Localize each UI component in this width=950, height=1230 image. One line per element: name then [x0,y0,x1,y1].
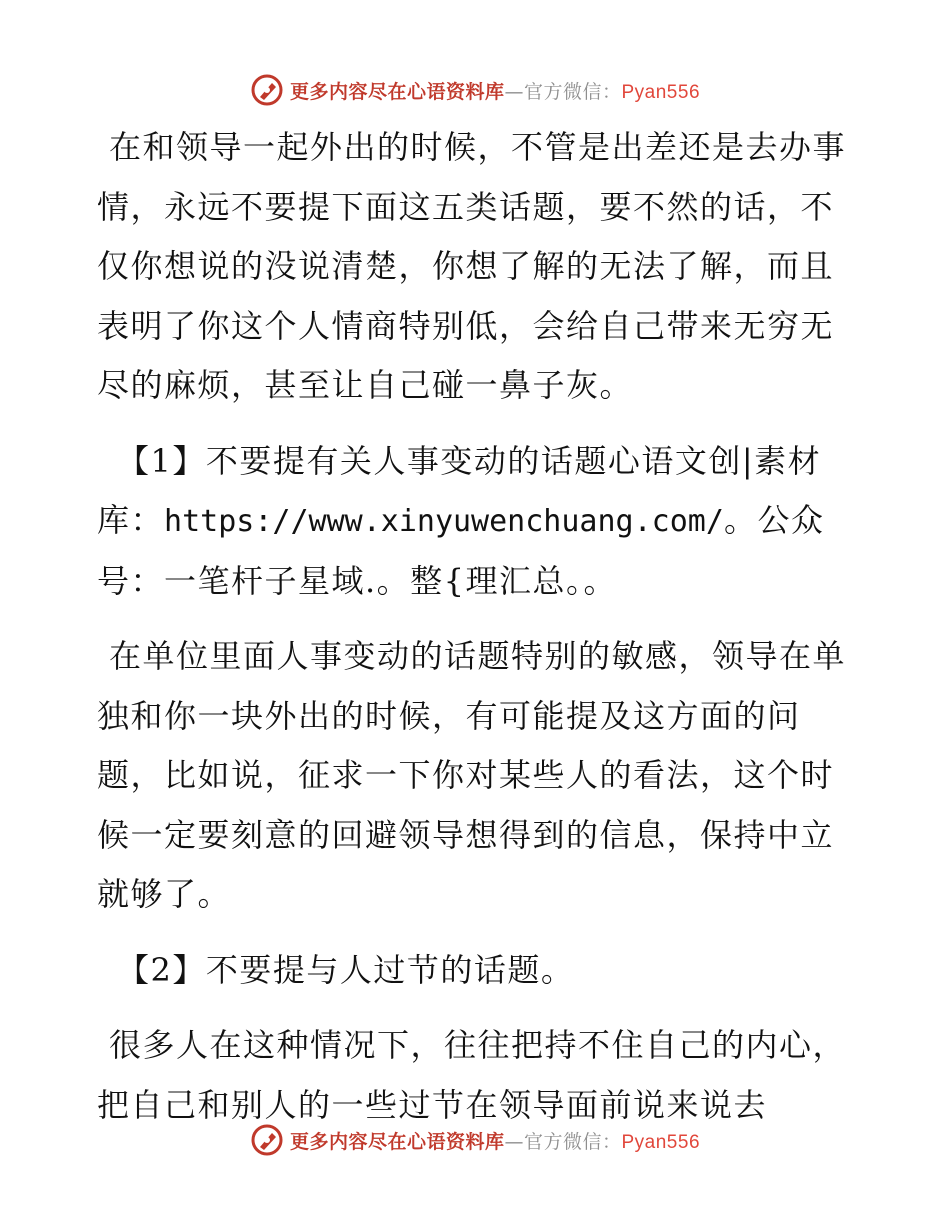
watermark-main: 更多内容尽在心语资料库 [289,80,505,103]
watermark-main: 更多内容尽在心语资料库 [289,1130,505,1153]
footer-watermark [0,1120,950,1160]
paragraph-intro: 在和领导一起外出的时候，不管是出差还是去办事情，永远不要提下面这五类话题，要不然的话，不仅你想说的没说清楚，你想了解的无法了解，而且表明了你这个人情商特别低，会给自己带来无穷无尽的麻烦，甚至让自己碰一鼻子灰。 [97,128,847,404]
watermark-official: —官方微信： [504,1130,622,1153]
watermark-text [290,77,700,104]
section-heading-2: 【2】不要提与人过节的话题。 [117,950,575,989]
heading-1-suffix: 。公众号：一笔杆子星域.。整{理汇总。。 [97,501,825,600]
paragraph-grievance: 很多人在这种情况下，往往把持不住自己的内心，把自己和别人的一些过节在领导面前说来说去 [97,1026,847,1124]
watermark-text [290,1127,700,1154]
pen-nib-circle-icon [250,1123,284,1157]
paragraph-personnel: 在单位里面人事变动的话题特别的敏感，领导在单独和你一块外出的时候，有可能提及这方面的问题，比如说，征求一下你对某些人的看法，这个时候一定要刻意的回避领导想得到的信息，保持中立就够了。 [97,637,847,913]
watermark-official: —官方微信： [504,80,622,103]
pen-nib-circle-icon [250,73,284,107]
source-url: https://www.xinyuwenchuang.com/ [164,504,724,539]
watermark-wechat-id: Pyan556 [621,1131,701,1153]
document-body [97,118,857,1151]
section-heading-1 [97,432,857,612]
heading-1-text: 【1】不要提有关人事变动的话题心语文创|素材库： [97,441,822,539]
header-watermark [0,70,950,110]
watermark-wechat-id: Pyan556 [621,81,701,103]
